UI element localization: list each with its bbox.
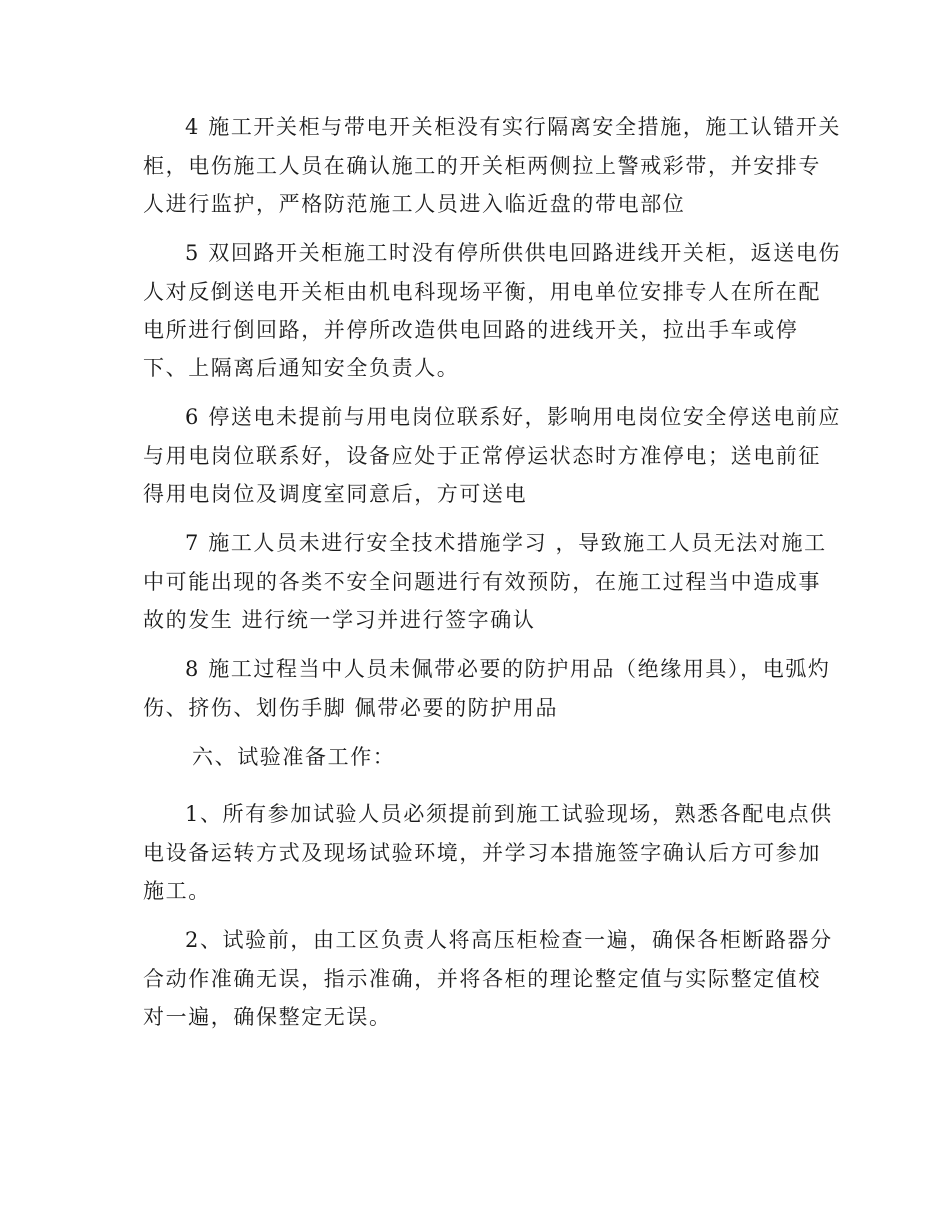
text-line: 对一遍，确保整定无误。 [143, 1005, 392, 1029]
text-line: 施工。 [143, 879, 211, 903]
text-line: 1、所有参加试验人员必须提前到施工试验现场，熟悉各配电点供 [185, 802, 833, 826]
text-line: 5 双回路开关柜施工时没有停所供供电回路进线开关柜，返送电伤 [185, 241, 842, 265]
text-line: 2、试验前，由工区负责人将高压柜检查一遍，确保各柜断路器分 [185, 928, 833, 952]
text-line: 合动作准确无误，指示准确，并将各柜的理论整定值与实际整定值校 [143, 967, 821, 991]
text-line: 人进行监护，严格防范施工人员进入临近盘的带电部位 [143, 192, 686, 216]
text-line: 7 施工人员未进行安全技术措施学习 ，导致施工人员无法对施工 [185, 531, 827, 555]
text-line: 伤、挤伤、划伤手脚 佩带必要的防护用品 [143, 696, 559, 720]
text-line: 4 施工开关柜与带电开关柜没有实行隔离安全措施，施工认错开关 [185, 115, 842, 139]
text-line: 故的发生 进行统一学习并进行签字确认 [143, 608, 536, 632]
text-line: 中可能出现的各类不安全问题进行有效预防，在施工过程当中造成事 [143, 570, 821, 594]
text-line: 电所进行倒回路，并停所改造供电回路的进线开关，拉出手车或停 [143, 318, 799, 342]
text-line: 6 停送电未提前与用电岗位联系好，影响用电岗位安全停送电前应 [185, 405, 842, 429]
text-line: 人对反倒送电开关柜由机电科现场平衡，用电单位安排专人在所在配 [143, 280, 821, 304]
text-line: 柜，电伤施工人员在确认施工的开关柜两侧拉上警戒彩带，并安排专 [143, 154, 821, 178]
text-line: 与用电岗位联系好，设备应处于正常停运状态时方准停电；送电前征 [143, 444, 821, 468]
heading-text: 六、试验准备工作： [192, 745, 396, 769]
text-line: 得用电岗位及调度室同意后，方可送电 [143, 482, 528, 506]
text-line: 8 施工过程当中人员未佩带必要的防护用品（绝缘用具），电弧灼 [185, 657, 831, 681]
text-line: 下、上隔离后通知安全负责人。 [143, 356, 460, 380]
text-line: 电设备运转方式及现场试验环境，并学习本措施签字确认后方可参加 [143, 841, 821, 865]
